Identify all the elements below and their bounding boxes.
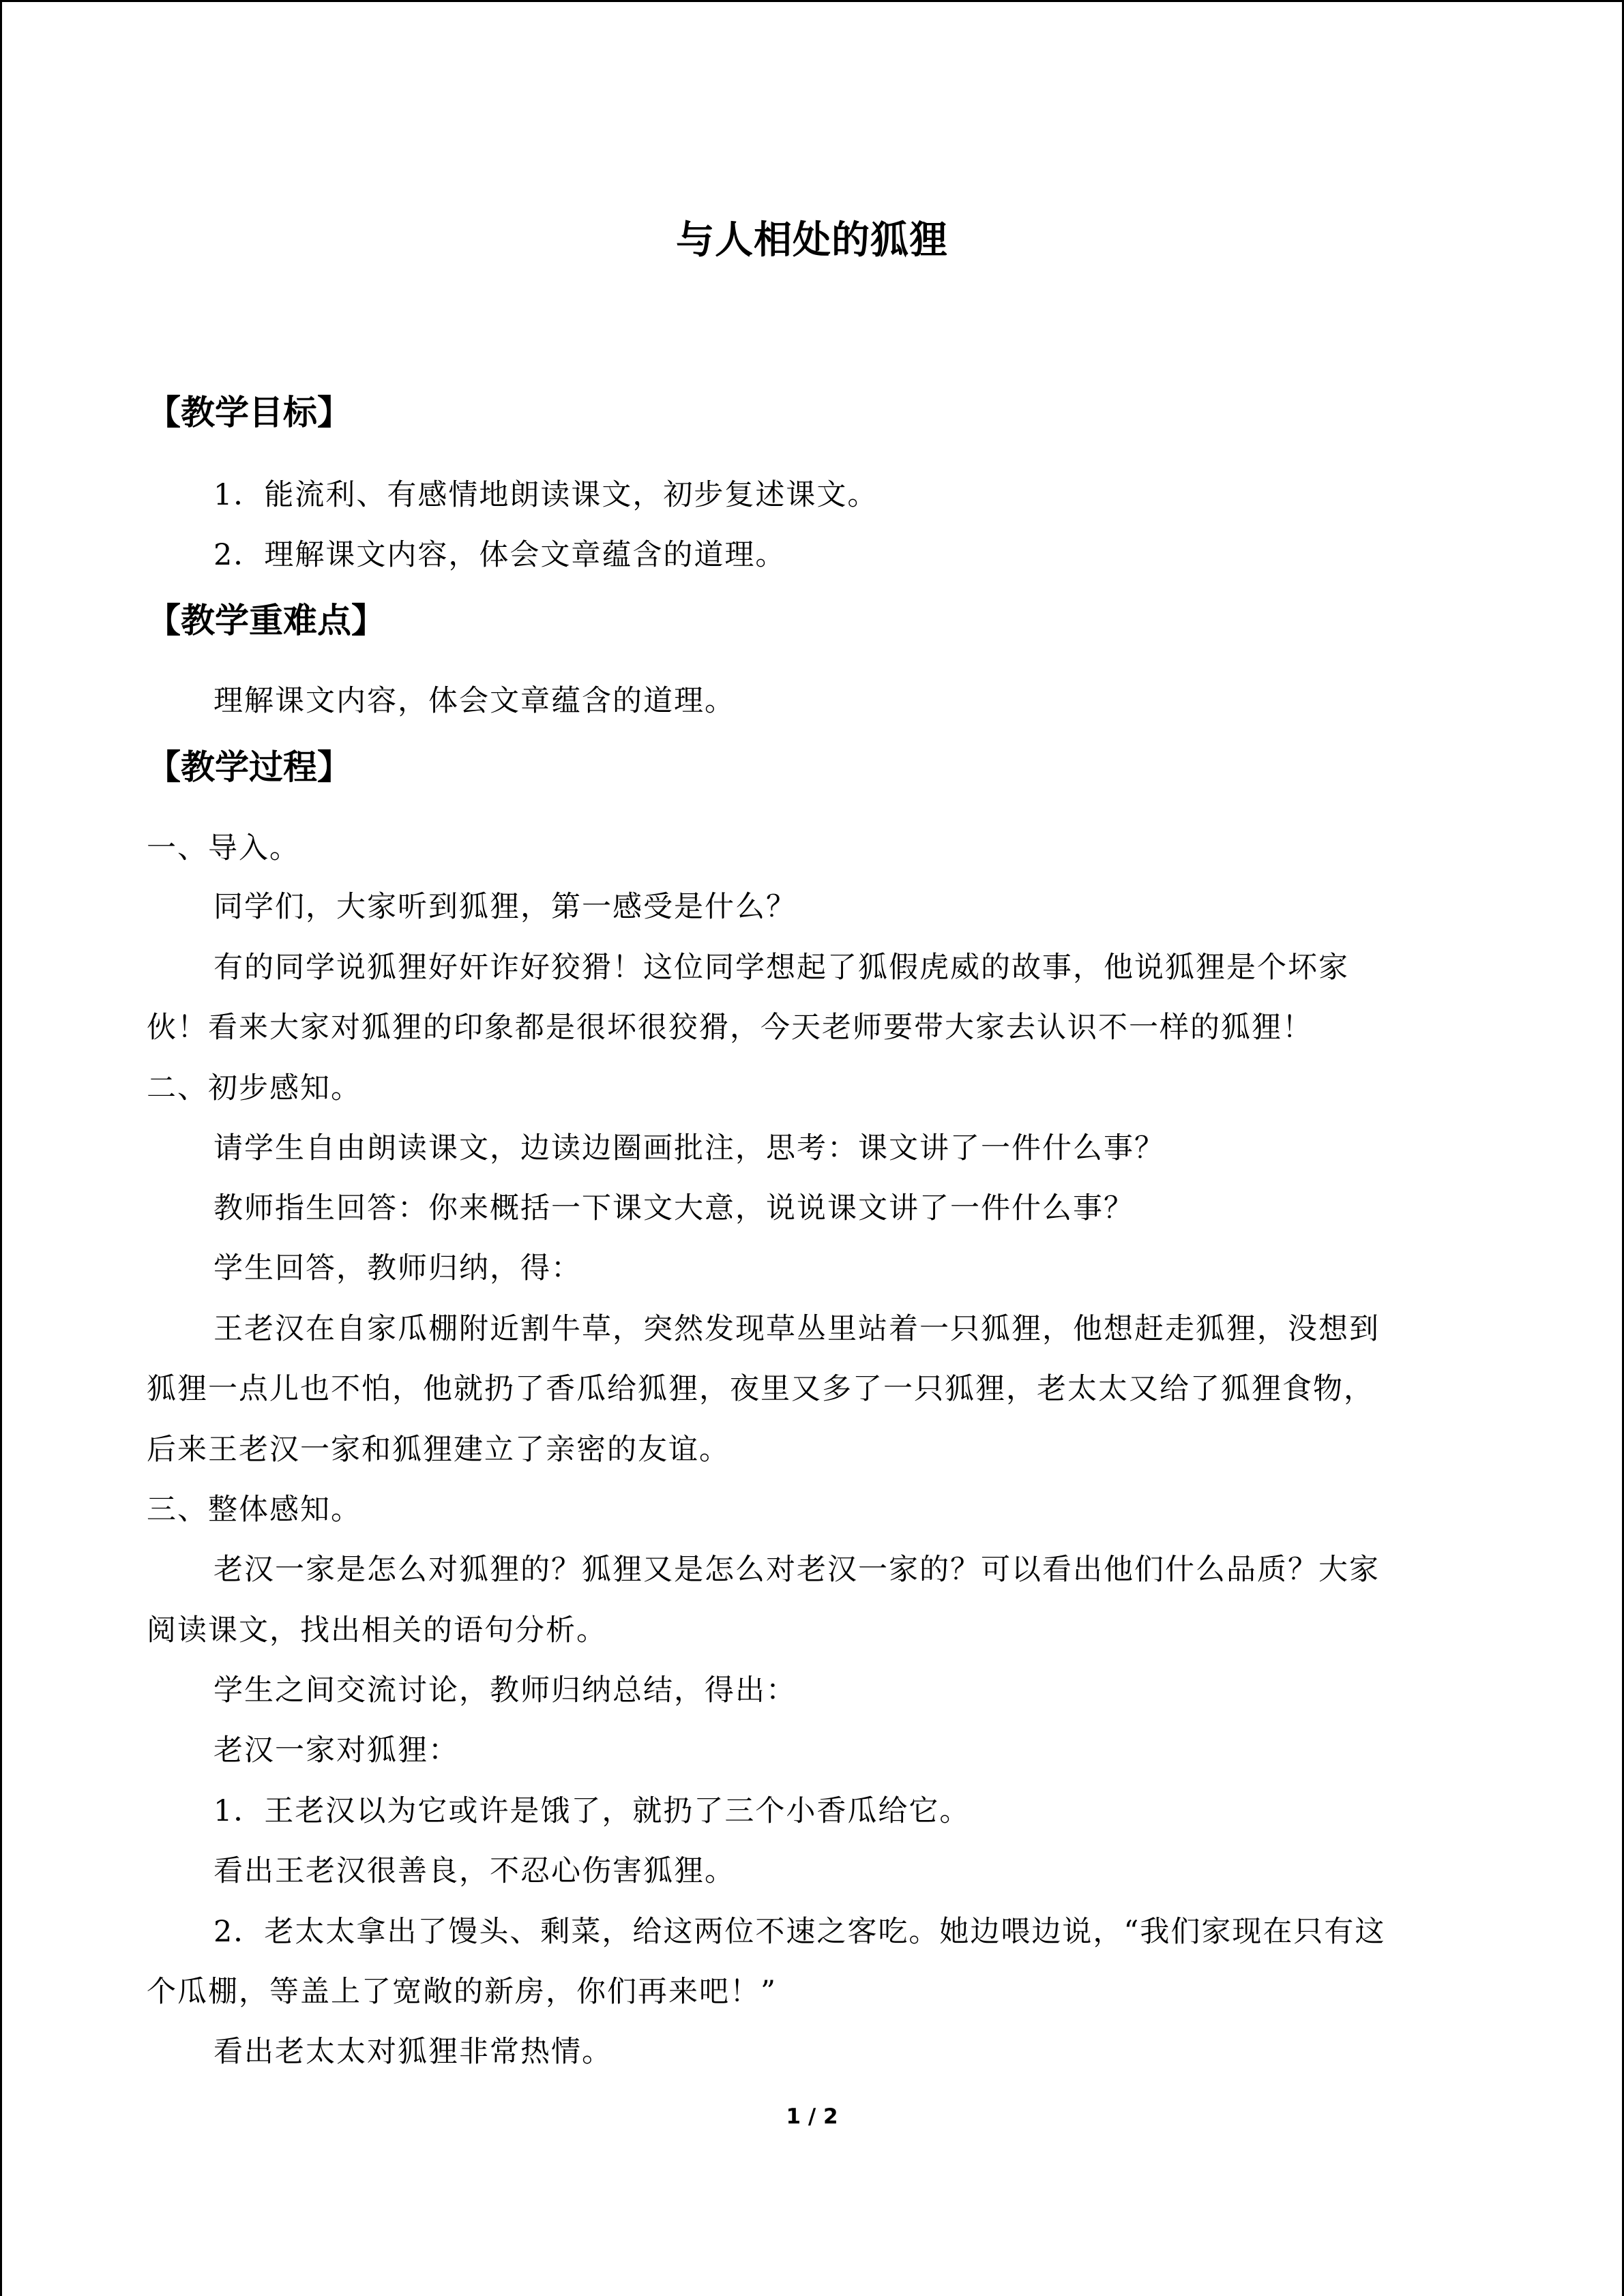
intro-paragraph-2-line-2: 伙！看来大家对狐狸的印象都是很坏很狡猾，今天老师要带大家去认识不一样的狐狸！ [147, 1011, 1313, 1045]
page-top-border [0, 0, 1624, 2]
perception-paragraph-1: 请学生自由朗读课文，边读边圈画批注，思考：课文讲了一件什么事？ [213, 1131, 1165, 1165]
perception-paragraph-3: 学生回答，教师归纳，得： [213, 1251, 582, 1285]
perception-paragraph-2: 教师指生回答：你来概括一下课文大意，说说课文讲了一件什么事？ [213, 1191, 1134, 1225]
heading-key-points: 【教学重难点】 [147, 601, 385, 640]
section-perception-label: 二、初步感知。 [147, 1071, 361, 1105]
section-overall-label: 三、整体感知。 [147, 1493, 361, 1527]
perception-paragraph-4-line-2: 狐狸一点儿也不怕，他就扔了香瓜给狐狸，夜里又多了一只狐狸，老太太又给了狐狸食物， [147, 1372, 1374, 1406]
intro-paragraph-1: 同学们，大家听到狐狸，第一感受是什么？ [213, 890, 797, 924]
overall-paragraph-1-line-2: 阅读课文，找出相关的语句分析。 [147, 1613, 607, 1648]
overall-paragraph-3: 老汉一家对狐狸： [213, 1733, 459, 1768]
overall-paragraph-6-line-2: 个瓜棚，等盖上了宽敞的新房，你们再来吧！” [147, 1975, 777, 2009]
section-intro-label: 一、导入。 [147, 831, 300, 865]
page-number: 1 / 2 [786, 2104, 838, 2129]
overall-paragraph-1-line-1: 老汉一家是怎么对狐狸的？狐狸又是怎么对老汉一家的？可以看出他们什么品质？大家 [213, 1553, 1380, 1587]
key-points-text: 理解课文内容，体会文章蕴含的道理。 [213, 684, 735, 718]
heading-teaching-process: 【教学过程】 [147, 747, 351, 787]
goal-item-1: 1．能流利、有感情地朗读课文，初步复述课文。 [213, 478, 879, 512]
overall-paragraph-7: 看出老太太对狐狸非常热情。 [213, 2035, 612, 2069]
goal-item-2: 2．理解课文内容，体会文章蕴含的道理。 [213, 538, 786, 572]
overall-paragraph-2: 学生之间交流讨论，教师归纳总结，得出： [213, 1673, 797, 1708]
page-left-border [0, 0, 2, 2296]
document-title: 与人相处的狐狸 [676, 218, 948, 263]
overall-paragraph-5: 看出王老汉很善良，不忍心伤害狐狸。 [213, 1854, 735, 1888]
overall-paragraph-6-line-1: 2．老太太拿出了馒头、剩菜，给这两位不速之客吃。她边喂边说，“我们家现在只有这 [213, 1915, 1386, 1949]
perception-paragraph-4-line-1: 王老汉在自家瓜棚附近割牛草，突然发现草丛里站着一只狐狸，他想赶走狐狸，没想到 [213, 1312, 1380, 1346]
perception-paragraph-4-line-3: 后来王老汉一家和狐狸建立了亲密的友谊。 [147, 1433, 730, 1467]
intro-paragraph-2-line-1: 有的同学说狐狸好奸诈好狡猾！这位同学想起了狐假虎威的故事，他说狐狸是个坏家 [213, 951, 1349, 985]
heading-teaching-goals: 【教学目标】 [147, 393, 351, 432]
overall-paragraph-4: 1．王老汉以为它或许是饿了，就扔了三个小香瓜给它。 [213, 1794, 971, 1828]
